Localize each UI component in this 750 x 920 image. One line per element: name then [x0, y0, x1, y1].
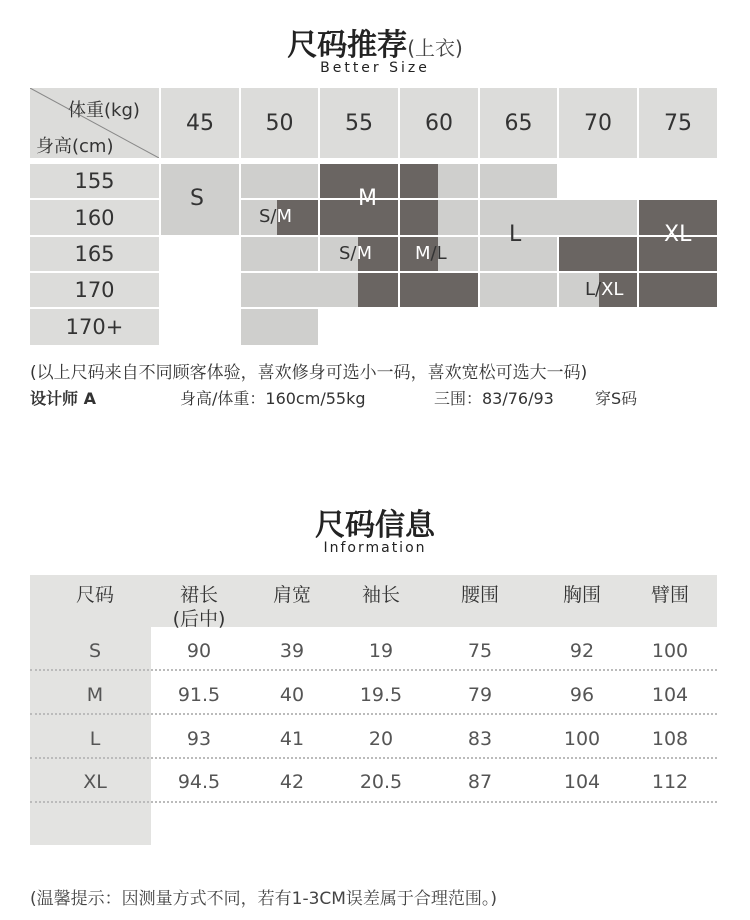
size-label-lxl [585, 279, 623, 300]
size-label-s: S [190, 186, 204, 211]
recommend-title-suffix: (上衣) [407, 36, 463, 60]
grid-separator [320, 198, 478, 200]
designer-label: 设计师 A [30, 389, 96, 408]
height-axis-label: 身高(cm) [36, 136, 114, 157]
row-divider [30, 713, 717, 715]
info-subtitle: Information [323, 540, 427, 556]
info-title: 尺码信息 [315, 508, 435, 543]
header-bust: 胸围 [562, 584, 601, 606]
cell-length: 93 [186, 728, 212, 750]
size-label-sm-1-a: S/ [259, 206, 277, 227]
size-block-l-mid [480, 200, 637, 235]
row-divider [30, 801, 717, 803]
cell-shoulder: 39 [279, 640, 305, 662]
row-divider [30, 757, 717, 759]
cell-shoulder: 41 [279, 728, 305, 750]
header-shoulder: 肩宽 [272, 584, 311, 606]
size-label-lxl-b: XL [601, 279, 624, 300]
cell-sleeve: 19 [368, 640, 394, 662]
cell-bust: 104 [563, 771, 601, 793]
grid-separator [559, 235, 717, 237]
size-label-ml [415, 243, 447, 264]
recommend-subtitle: Better Size [320, 60, 430, 76]
height-row-header: 155 [30, 164, 159, 198]
cell-arm: 100 [651, 640, 689, 662]
recommend-title-main: 尺码推荐 [287, 28, 408, 63]
height-row-header: 160 [30, 200, 159, 235]
cell-sleeve: 19.5 [359, 684, 403, 706]
size-block-xl-left [559, 237, 637, 271]
size-block-row170plus [241, 309, 318, 345]
cell-size: L [89, 728, 101, 750]
recommend-note: (以上尺码来自不同顾客体验，喜欢修身可选小一码，喜欢宽松可选大一码) [30, 363, 588, 383]
size-label-lxl-a: L/ [585, 279, 602, 300]
cell-waist: 75 [467, 640, 493, 662]
cell-length: 90 [186, 640, 212, 662]
size-label-sm-2-a: S/ [339, 243, 357, 264]
designer-measurements: 三围：83/76/93 [434, 389, 554, 408]
cell-shoulder: 40 [279, 684, 305, 706]
header-length-note: (后中) [172, 608, 226, 630]
cell-length: 94.5 [177, 771, 221, 793]
size-label-xl: XL [664, 222, 692, 247]
size-label-sm-1-b: M [276, 206, 293, 227]
grid-corner-cell [30, 88, 159, 158]
height-row-header: 170+ [30, 309, 159, 345]
size-block-row170-l [480, 273, 557, 307]
size-label-m: M [358, 186, 377, 211]
header-waist: 腰围 [460, 584, 499, 606]
weight-header: 55 [320, 88, 398, 158]
weight-header: 70 [559, 88, 637, 158]
size-label-sm-2 [339, 243, 372, 264]
header-sleeve: 袖长 [361, 584, 400, 606]
size-block-row170-dark [358, 273, 478, 307]
header-arm: 臂围 [650, 584, 689, 606]
size-block-row170-light [241, 273, 358, 307]
cell-waist: 79 [467, 684, 493, 706]
designer-size: 穿S码 [595, 389, 638, 408]
cell-arm: 112 [651, 771, 689, 793]
weight-header: 75 [639, 88, 717, 158]
cell-bust: 92 [569, 640, 595, 662]
recommend-title [0, 20, 750, 64]
size-block-s-upper [241, 164, 318, 198]
cell-sleeve: 20 [368, 728, 394, 750]
size-label-sm-1 [259, 206, 292, 227]
size-label-sm-2-b: M [356, 243, 373, 264]
cell-size: M [86, 684, 104, 706]
cell-bust: 96 [569, 684, 595, 706]
size-label-ml-b: /L [430, 243, 447, 264]
cell-waist: 83 [467, 728, 493, 750]
measurement-tip: (温馨提示：因测量方式不同，若有1-3CM误差属于合理范围。) [30, 889, 498, 909]
row-divider [30, 669, 717, 671]
cell-size: XL [83, 771, 107, 793]
size-block-l-top [480, 164, 557, 198]
cell-arm: 108 [651, 728, 689, 750]
cell-shoulder: 42 [279, 771, 305, 793]
size-label-l: L [509, 222, 522, 247]
cell-bust: 100 [563, 728, 601, 750]
header-length: 裙长 [179, 584, 218, 606]
header-size: 尺码 [75, 584, 114, 606]
weight-header: 50 [241, 88, 318, 158]
cell-sleeve: 20.5 [359, 771, 403, 793]
designer-height-weight: 身高/体重：160cm/55kg [180, 389, 366, 408]
weight-axis-label: 体重(kg) [68, 100, 140, 121]
weight-header: 45 [161, 88, 239, 158]
grid-separator [398, 164, 400, 307]
cell-size: S [88, 640, 102, 662]
weight-header: 65 [480, 88, 557, 158]
height-row-header: 165 [30, 237, 159, 271]
cell-arm: 104 [651, 684, 689, 706]
size-block-l-low [438, 237, 557, 271]
cell-waist: 87 [467, 771, 493, 793]
size-block-row165-a [241, 237, 318, 271]
size-label-ml-a: M [415, 243, 431, 264]
weight-header: 60 [400, 88, 478, 158]
grid-separator [241, 271, 717, 273]
cell-length: 91.5 [177, 684, 221, 706]
height-row-header: 170 [30, 273, 159, 307]
